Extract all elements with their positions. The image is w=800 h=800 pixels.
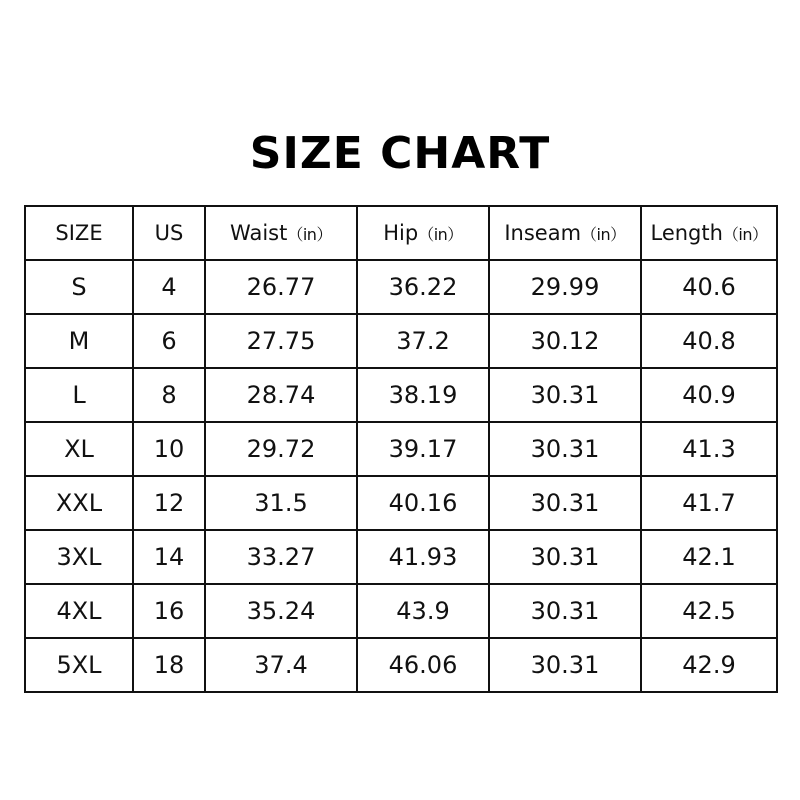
column-header-hip bbox=[357, 206, 489, 260]
cell-us: 4 bbox=[133, 260, 205, 314]
column-header-hip-unit: （in） bbox=[418, 225, 463, 244]
table-row bbox=[25, 530, 777, 584]
cell-length: 40.6 bbox=[641, 260, 777, 314]
cell-hip: 36.22 bbox=[357, 260, 489, 314]
cell-hip: 40.16 bbox=[357, 476, 489, 530]
column-header-us bbox=[133, 206, 205, 260]
cell-hip: 38.19 bbox=[357, 368, 489, 422]
cell-length: 40.9 bbox=[641, 368, 777, 422]
cell-length: 41.7 bbox=[641, 476, 777, 530]
column-header-waist-unit: （in） bbox=[287, 225, 332, 244]
table-row bbox=[25, 260, 777, 314]
cell-waist: 28.74 bbox=[205, 368, 357, 422]
cell-inseam: 30.12 bbox=[489, 314, 641, 368]
cell-inseam: 30.31 bbox=[489, 476, 641, 530]
cell-hip: 41.93 bbox=[357, 530, 489, 584]
cell-us: 12 bbox=[133, 476, 205, 530]
cell-size: 5XL bbox=[25, 638, 133, 692]
cell-length: 42.5 bbox=[641, 584, 777, 638]
table-row bbox=[25, 638, 777, 692]
table-row bbox=[25, 584, 777, 638]
table-header-row bbox=[25, 206, 777, 260]
cell-length: 40.8 bbox=[641, 314, 777, 368]
cell-hip: 37.2 bbox=[357, 314, 489, 368]
column-header-length-label: Length bbox=[650, 221, 723, 245]
cell-size: S bbox=[25, 260, 133, 314]
cell-waist: 26.77 bbox=[205, 260, 357, 314]
cell-us: 14 bbox=[133, 530, 205, 584]
cell-waist: 31.5 bbox=[205, 476, 357, 530]
cell-length: 41.3 bbox=[641, 422, 777, 476]
size-chart-table bbox=[24, 205, 778, 693]
column-header-hip-label: Hip bbox=[383, 221, 419, 245]
cell-hip: 46.06 bbox=[357, 638, 489, 692]
cell-inseam: 30.31 bbox=[489, 584, 641, 638]
table-row bbox=[25, 314, 777, 368]
cell-inseam: 29.99 bbox=[489, 260, 641, 314]
table-row bbox=[25, 476, 777, 530]
cell-length: 42.9 bbox=[641, 638, 777, 692]
column-header-inseam-label: Inseam bbox=[504, 221, 582, 245]
cell-size: XXL bbox=[25, 476, 133, 530]
cell-hip: 39.17 bbox=[357, 422, 489, 476]
cell-waist: 37.4 bbox=[205, 638, 357, 692]
cell-inseam: 30.31 bbox=[489, 368, 641, 422]
cell-waist: 27.75 bbox=[205, 314, 357, 368]
cell-size: M bbox=[25, 314, 133, 368]
cell-size: 3XL bbox=[25, 530, 133, 584]
column-header-inseam-unit: （in） bbox=[581, 225, 626, 244]
cell-us: 16 bbox=[133, 584, 205, 638]
column-header-waist bbox=[205, 206, 357, 260]
cell-size: 4XL bbox=[25, 584, 133, 638]
table-row bbox=[25, 422, 777, 476]
page-title: SIZE CHART bbox=[249, 128, 551, 179]
column-header-size bbox=[25, 206, 133, 260]
column-header-inseam bbox=[489, 206, 641, 260]
column-header-size-label: SIZE bbox=[55, 221, 103, 245]
column-header-length-unit: （in） bbox=[722, 225, 768, 244]
cell-inseam: 30.31 bbox=[489, 638, 641, 692]
column-header-us-label: US bbox=[154, 221, 184, 245]
column-header-waist-label: Waist bbox=[230, 221, 288, 245]
cell-waist: 35.24 bbox=[205, 584, 357, 638]
cell-waist: 33.27 bbox=[205, 530, 357, 584]
cell-inseam: 30.31 bbox=[489, 422, 641, 476]
cell-inseam: 30.31 bbox=[489, 530, 641, 584]
column-header-length bbox=[641, 206, 777, 260]
size-chart-table-wrapper bbox=[24, 205, 776, 693]
cell-us: 8 bbox=[133, 368, 205, 422]
cell-size: XL bbox=[25, 422, 133, 476]
cell-hip: 43.9 bbox=[357, 584, 489, 638]
cell-us: 10 bbox=[133, 422, 205, 476]
cell-size: L bbox=[25, 368, 133, 422]
cell-waist: 29.72 bbox=[205, 422, 357, 476]
cell-us: 6 bbox=[133, 314, 205, 368]
cell-us: 18 bbox=[133, 638, 205, 692]
cell-length: 42.1 bbox=[641, 530, 777, 584]
table-row bbox=[25, 368, 777, 422]
